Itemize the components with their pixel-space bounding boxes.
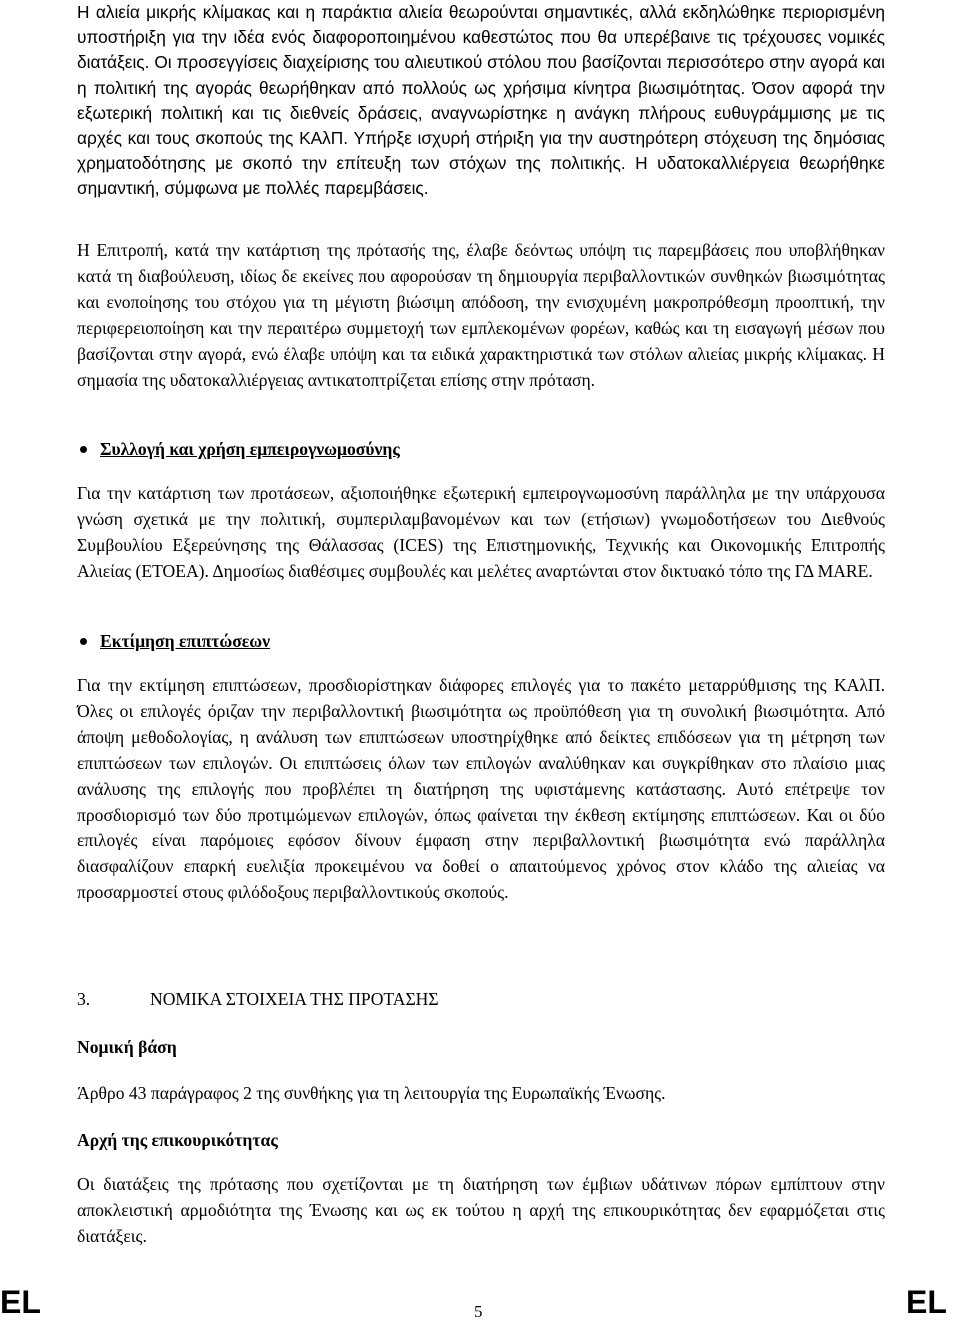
paragraph-stakeholder-views: Η αλιεία μικρής κλίμακας και η παράκτια αλιεία θεωρούνται σημαντικές, αλλά εκδηλώθηκε περιορισμένη υποστήριξη για την ιδέα ενός διαφοροποιημένου καθεστώτος που θα υπερέβαινε τις τρέχουσες νομικές διατάξεις. Οι προσεγγίσεις διαχείρισης του αλιευτικού στόλου που βασίζονται περισσότερο στην αγορά και η πολιτική της αγοράς θεωρήθηκαν από πολλούς ως χρήσιμα κίνητρα βιωσιμότητας. Όσον αφορά την εξωτερική πολιτική και τις διεθνείς δράσεις, αναγνωρίστηκε η ανάγκη πλήρους ευθυγράμμισης με τις αρχές και τους σκοπούς της ΚΑλΠ. Υπήρξε ισχυρή στήριξη για την αυστηρότερη στόχευση της δημόσιας χρηματοδότησης με σκοπό την επίτευξη των στόχων της πολιτικής. Η υδατοκαλλιέργεια θεωρήθηκε σημαντική, σύμφωνα με πολλές παρεμβάσεις. (77, 2, 885, 199)
paragraph-commission-consideration: Η Επιτροπή, κατά την κατάρτιση της πρότασής της, έλαβε δεόντως υπόψη τις παρεμβάσεις που υποβλήθηκαν κατά τη διαβούλευση, ιδίως δε εκείνες που αφορούσαν τη δημιουργία περιβαλλοντικών συνθηκών βιωσιμότητας και ενοποίησης του στόχου για τη μέγιστη βιώσιμη απόδοση, την ενισχυμένη μακροπρόθεσμη προοπτική, την περιφερειοποίηση και την περαιτέρω συμμετοχή των εμπλεκομένων φορέων, καθώς και τη εισαγωγή μέσων που βασίζονται στην αγορά, ενώ έλαβε υπόψη και τα ειδικά χαρακτηριστικά των στόλων αλιείας μικρής κλίμακας. Η σημασία της υδατοκαλλιέργειας αντικατοπτρίζεται επίσης στην πρόταση. (77, 240, 885, 390)
bullet-heading-expertise (77, 436, 885, 462)
subsidiarity-heading: Αρχή της επικουρικότητας (77, 1130, 278, 1150)
footer-language-code-right: EL (906, 1284, 947, 1320)
section-number: 3. (77, 989, 91, 1009)
paragraph-subsidiarity: Οι διατάξεις της πρότασης που σχετίζονται με τη διατήρηση των έμβιων υδάτινων πόρων εμπίπτουν στην αποκλειστική αρμοδιότητα της Ένωσης και ως εκ τούτου η αρχή της επικουρικότητας δεν εφαρμόζεται στις διατάξεις. (77, 1174, 885, 1246)
bullet-heading-impact-assessment (77, 628, 885, 654)
bullet-heading-text: Συλλογή και χρήση εμπειρογνωμοσύνης (100, 439, 400, 459)
legal-basis-heading: Νομική βάση (77, 1037, 177, 1057)
paragraph-impact-assessment: Για την εκτίμηση επιπτώσεων, προσδιορίστηκαν διάφορες επιλογές για το πακέτο μεταρρύθμισης της ΚΑλΠ. Όλες οι επιλογές όριζαν την περιβαλλοντική βιωσιμότητα ως προϋπόθεση για τη συνολική βιωσιμότητα. Από άποψη μεθοδολογίας, η ανάλυση των επιπτώσεων υποστηρίχθηκε από δείκτες επιδόσεων για τη μέτρηση των επιπτώσεων των επιλογών. Οι επιπτώσεις όλων των επιλογών αναλύθηκαν και συγκρίθηκαν στο πλαίσιο μιας ανάλυσης της επιλογής που προβλέπει τη διατήρηση της υφιστάμενης κατάστασης. Αυτό επέτρεψε τον προσδιορισμό των δύο προτιμώμενων επιλογών, όπως φαίνεται την έκθεση εκτίμησης επιπτώσεων. Και οι δύο επιλογές είναι παρόμοιες εφόσον δίνουν έμφαση στην περιβαλλοντική βιωσιμότητα ενώ παράλληλα διασφαλίζουν επαρκή ευελιξία προκειμένου να δοθεί ο απαιτούμενος χρόνος στον κλάδο της αλιείας να προσαρμοστεί στους φιλόδοξους περιβαλλοντικούς σκοπούς. (77, 675, 885, 903)
legal-basis-text: Άρθρο 43 παράγραφος 2 της συνθήκης για τη λειτουργία της Ευρωπαϊκής Ένωσης. (77, 1083, 666, 1103)
section-title: ΝΟΜΙΚΑ ΣΤΟΙΧΕΙΑ ΤΗΣ ΠΡΟΤΑΣΗΣ (150, 989, 439, 1009)
footer-page-number: 5 (474, 1302, 483, 1321)
bullet-heading-text: Εκτίμηση επιπτώσεων (100, 631, 271, 651)
paragraph-expertise: Για την κατάρτιση των προτάσεων, αξιοποιήθηκε εξωτερική εμπειρογνωμοσύνη παράλληλα με την υπάρχουσα γνώση σχετικά με την πολιτική, συμπεριλαμβανομένων και των (ετήσιων) γνωμοδοτήσεων του Διεθνούς Συμβουλίου Εξερεύνησης της Θάλασσας (ICES) της Επιστημονικής, Τεχνικής και Οικονομικής Επιτροπής Αλιείας (ΕΤΟΕΑ). Δημοσίως διαθέσιμες συμβουλές και μελέτες αναρτώνται στον δικτυακό τόπο της ΓΔ MARE. (77, 483, 885, 581)
bullet-dot-icon (80, 638, 87, 645)
footer-language-code-left: EL (0, 1284, 41, 1320)
bullet-dot-icon (80, 446, 87, 453)
